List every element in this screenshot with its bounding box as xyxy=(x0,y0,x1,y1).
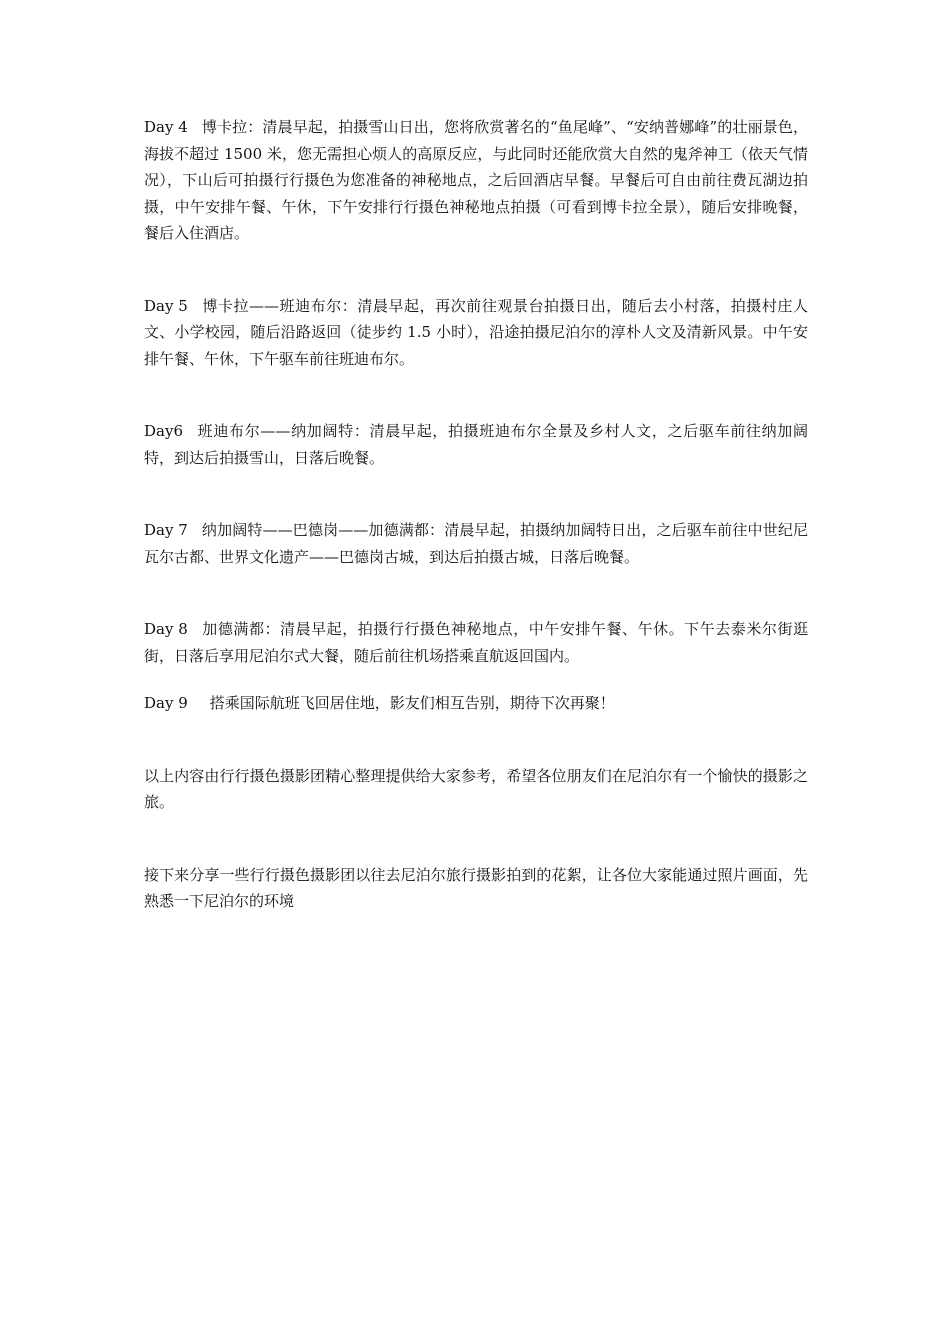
day-description: 加德满都：清晨早起，拍摄行行摄色神秘地点，中午安排午餐、午休。下午去泰米尔街逛街，日落后享用尼泊尔式大餐，随后前往机场搭乘直航返回国内。 xyxy=(144,620,808,665)
itinerary-day-9 xyxy=(144,690,808,717)
day-description: 博卡拉——班迪布尔：清晨早起，再次前往观景台拍摄日出，随后去小村落，拍摄村庄人文、小学校园，随后沿路返回（徒步约 1.5 小时），沿途拍摄尼泊尔的淳朴人文及清新风景。中午安排午餐、午休，下午驱车前往班迪布尔。 xyxy=(144,296,808,368)
day-label: Day 9 xyxy=(144,694,188,712)
day-label: Day 4 xyxy=(144,118,188,136)
summary-paragraph: 以上内容由行行摄色摄影团精心整理提供给大家参考，希望各位朋友们在尼泊尔有一个愉快的摄影之旅。 xyxy=(144,766,808,811)
itinerary-day-6 xyxy=(144,418,808,471)
itinerary-day-4 xyxy=(144,114,808,247)
day-label: Day6 xyxy=(144,422,183,440)
day-label: Day 8 xyxy=(144,620,188,638)
day-description: 博卡拉：清晨早起，拍摄雪山日出，您将欣赏著名的“鱼尾峰”、“安纳普娜峰”的壮丽景色，海拔不超过 1500 米，您无需担心烦人的高原反应，与此同时还能欣赏大自然的鬼斧神工（依天气情况），下山后可拍摄行行摄色为您准备的神秘地点，之后回酒店早餐。早餐后可自由前往费瓦湖边拍摄，中午安排午餐、午休，下午安排行行摄色神秘地点拍摄（可看到博卡拉全景），随后安排晚餐，餐后入住酒店。 xyxy=(144,118,808,242)
itinerary-day-5 xyxy=(144,293,808,373)
closing-paragraph: 接下来分享一些行行摄色摄影团以往去尼泊尔旅行摄影拍到的花絮，让各位大家能通过照片画面，先熟悉一下尼泊尔的环境 xyxy=(144,865,808,910)
day-description: 班迪布尔——纳加阔特：清晨早起，拍摄班迪布尔全景及乡村人文，之后驱车前往纳加阔特，到达后拍摄雪山，日落后晚餐。 xyxy=(144,422,808,467)
day-description: 纳加阔特——巴德岗——加德满都：清晨早起，拍摄纳加阔特日出，之后驱车前往中世纪尼瓦尔古都、世界文化遗产——巴德岗古城，到达后拍摄古城，日落后晚餐。 xyxy=(144,521,808,566)
itinerary-day-8 xyxy=(144,616,808,669)
itinerary-day-7 xyxy=(144,517,808,570)
itinerary-content xyxy=(144,114,808,915)
day-label: Day 5 xyxy=(144,296,188,315)
day-label: Day 7 xyxy=(144,521,188,539)
day-description: 搭乘国际航班飞回居住地，影友们相互告别，期待下次再聚！ xyxy=(209,694,615,712)
